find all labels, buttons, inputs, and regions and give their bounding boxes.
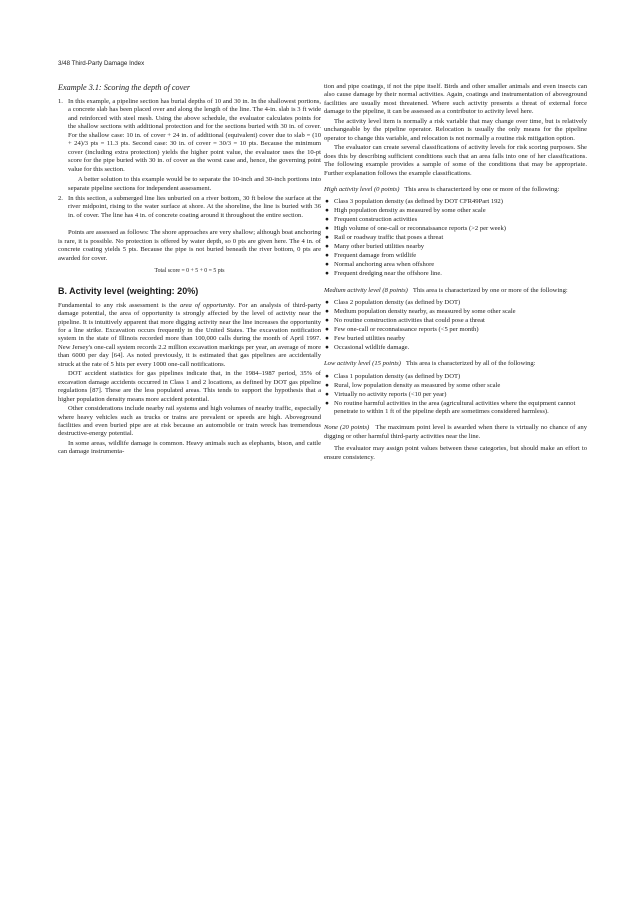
bullet-icon: ● (325, 261, 329, 269)
points-paragraph: Points are assessed as follows: The shore approaches are very shallow; although boat anchoring is rare, it is possible. No protection is offered by water depth, so 0 pts are given here. The 4 in. of concrete coating yields 5 pts. Because the pipe is not buried beneath the river bottom, 0 pts are awarded for cover. (58, 229, 321, 262)
high-activity-level (324, 186, 587, 194)
list-item-text: Frequent damage from wildlife (334, 252, 417, 260)
bullet-icon: ● (325, 243, 329, 251)
example-item-text: In this example, a pipeline section has burial depths of 10 and 30 in. In the shallowest portions, a concrete slab has been placed over and along the length of the line. The 4-in. slab is 3 ft wide and reinforced with steel mesh. Using the above schedule, the evaluator calculates points for the shallow sections with additional protection and for the sections buried with 30 in. of cover. For the shallow case: 10 in. of cover + 24 in. of additional (equivalent) cover due to slab = (10 + 24)/3 pts = 11.3 pts. Second case: 30 in. of cover = 30/3 = 10 pts. Because the minimum cover (including extra protection) yields the higher point value, the evaluator uses the 10-pt score for the pipe buried with 30 in. of cover as the worst case and, hence, the governing point value for this section. (68, 98, 321, 173)
level-text: The maximum point level is awarded when there is virtually no chance of any digging or other harmful third-party activities near the line. (324, 424, 588, 440)
total-score-formula: Total score = 0 + 5 + 0 = 5 pts (154, 268, 225, 275)
section-heading: B. Activity level (weighting: 20%) (58, 285, 199, 296)
list-item (324, 326, 587, 334)
medium-activity-list (324, 299, 587, 352)
level-title: None (20 points) (324, 424, 370, 432)
medium-activity-level (324, 287, 587, 295)
low-activity-list (324, 373, 587, 417)
example-item-text: A better solution to this example would be to separate the 10-inch and 30-inch portions into separate pipeline sections for independent assessment. (68, 176, 321, 192)
list-item (324, 373, 587, 381)
bullet-icon: ● (325, 343, 329, 351)
body-paragraph: In some areas, wildlife damage is common. Heavy animals such as elephants, bison, and cattle can damage instrumenta- (58, 439, 321, 456)
none-activity-level (324, 424, 587, 441)
list-item (324, 234, 587, 242)
bullet-icon: ● (325, 307, 329, 315)
list-item-text: Medium population density nearby, as measured by some other scale (334, 307, 516, 315)
level-title: Medium activity level (8 points) (324, 286, 408, 294)
body-paragraph: Other considerations include nearby rail systems and high volumes of nearby traffic, especially where heavy vehicles such as trucks or trains are prevalent or speeds are high. Aboveground facilities and even buried pipe are at risk because an automobile or train wreck has tremendous destructive-energy potential. (58, 405, 321, 438)
list-item-text: Rail or roadway traffic that poses a threat (334, 234, 444, 242)
list-item-text: Virtually no activity reports (<10 per year) (334, 390, 447, 398)
list-item (324, 216, 587, 224)
list-item (324, 317, 587, 325)
level-intro: This area is characterized by one or more of the following: (412, 286, 568, 294)
list-item (324, 252, 587, 260)
list-item-text: Rural, low population density as measured by some other scale (334, 381, 501, 389)
example-title: Example 3.1: Scoring the depth of cover (58, 83, 191, 92)
para-text: . For an analysis of third-party damage potential, the area of opportunity is strongly affected by the level of activity near the pipeline. It is intuitively apparent that more digging activity near the line increases the opportunity for a line strike. Excavation occurs frequently in the United States. The excavation notification system in the state of Illinois recorded more than 100,000 calls during the month of April 1997. New Jersey's one-call system records 2.2 million excavation markings per year, an average of more than 6000 per day [64]. As noted previously, it is estimated that gas pipelines are accidentally struck at the rate of 5 hits per every 1000 one-call notifications. (58, 301, 321, 368)
list-item-text: No routine construction activities that could pose a threat (334, 316, 485, 324)
bullet-icon: ● (325, 252, 329, 260)
list-item (324, 400, 587, 417)
list-item (324, 198, 587, 206)
body-paragraph (58, 302, 321, 370)
bullet-icon: ● (325, 325, 329, 333)
list-item (324, 391, 587, 399)
example-item-text: In this section, a submerged line lies unburied on a river bottom, 30 ft below the surface at the river midpoint, rising to the water surface at shore. At the shoreline, the line is buried with 36 in. of cover. The line has 4 in. of concrete coating around it throughout the entire section. (68, 194, 321, 219)
high-activity-list (324, 198, 587, 278)
list-item (324, 225, 587, 233)
example-item (58, 176, 321, 193)
body-paragraph: The evaluator may assign point values between these categories, but should make an effort to ensure consistency. (324, 445, 587, 461)
bullet-icon: ● (325, 207, 329, 215)
bullet-icon: ● (325, 390, 329, 398)
list-item-text: Few buried utilities nearby (334, 334, 405, 342)
bullet-icon: ● (325, 234, 329, 242)
body-paragraph: The activity level item is normally a risk variable that may change over time, but is relatively unchangeable by the pipeline operator. Relocation is usually the only means for the pipeline operator to change this variable, and relocation is not normally a routine risk mitigation option. (324, 117, 587, 142)
list-item (324, 382, 587, 390)
bullet-icon: ● (325, 225, 329, 233)
list-item-text: Normal anchoring area when offshore (334, 261, 435, 269)
list-item (324, 308, 587, 316)
body-paragraph: The evaluator can create several classifications of activity levels for risk scoring purposes. She does this by describing sufficient conditions such that an area falls into one of her classifications. The following example provides a sample of some of the conditions that may be appropriate. Further explanation follows the example classifications. (324, 144, 587, 177)
para-italic-term: area of opportunity (180, 301, 234, 309)
list-item (324, 261, 587, 269)
list-item (324, 270, 587, 278)
bullet-icon: ● (325, 316, 329, 324)
level-intro: This area is characterized by one or more of the following: (404, 185, 560, 193)
list-item-text: Class 1 population density (as defined by DOT) (334, 372, 461, 380)
bullet-icon: ● (325, 372, 329, 380)
list-item-text: High volume of one-call or reconnaissance reports (>2 per week) (334, 225, 506, 233)
list-item (324, 299, 587, 307)
bullet-icon: ● (325, 334, 329, 342)
list-item-text: Frequent dredging near the offshore line. (334, 270, 442, 278)
example-list (58, 98, 321, 220)
list-item-text: Class 3 population density (as defined by DOT CFR49Part 192) (334, 198, 503, 206)
bullet-icon: ● (325, 198, 329, 206)
list-item-text: Class 2 population density (as defined by DOT) (334, 298, 461, 306)
level-title: High activity level (0 points) (324, 185, 400, 193)
bullet-icon: ● (325, 216, 329, 224)
example-item-number: 2. (58, 194, 63, 202)
body-paragraph: DOT accident statistics for gas pipelines indicate that, in the 1984–1987 period, 35% of excavation damage accidents occurred in Class 1 and 2 locations, as defined by DOT gas pipeline regulations [87]. These are the less populated areas. This tends to support the hypothesis that a higher population density means more accident potential. (58, 370, 321, 403)
list-item-text: High population density as measured by some other scale (334, 207, 486, 215)
list-item-text: Few one-call or reconnaissance reports (<5 per month) (334, 325, 479, 333)
list-item (324, 335, 587, 343)
example-item-number: 1. (58, 98, 63, 105)
bullet-icon: ● (325, 399, 329, 407)
right-column (324, 83, 587, 463)
low-activity-level (324, 360, 587, 368)
list-item (324, 344, 587, 352)
example-item (58, 98, 321, 174)
running-head: 3/48 Third-Party Damage Index (58, 60, 145, 67)
list-item-text: Many other buried utilities nearby (334, 243, 425, 251)
list-item-text: Frequent construction activities (334, 216, 418, 224)
list-item-text: Occasional wildlife damage. (334, 343, 410, 351)
list-item (324, 243, 587, 251)
left-column (58, 83, 321, 458)
level-intro: This area is characterized by all of the following: (405, 360, 536, 368)
bullet-icon: ● (325, 381, 329, 389)
list-item-text: No routine harmful activities in the area (agricultural activities where the equipment cannot penetrate to within 1 ft of the pipeline depth are sometimes considered harmless). (334, 399, 576, 415)
bullet-icon: ● (325, 298, 329, 306)
example-item (58, 195, 321, 220)
list-item (324, 207, 587, 215)
level-title: Low activity level (15 points) (324, 360, 401, 368)
para-text: Fundamental to any risk assessment is the (58, 301, 180, 309)
bullet-icon: ● (325, 270, 329, 278)
body-paragraph: tion and pipe coatings, if not the pipe itself. Birds and other smaller animals and even insects can also cause damage by their normal activities. Again, coatings and instrumentation of aboveground facilities are usually most threatened. Where such activity presents a threat of external force damage to the pipeline, it can be assessed as a contributor to activity level here. (324, 83, 587, 116)
